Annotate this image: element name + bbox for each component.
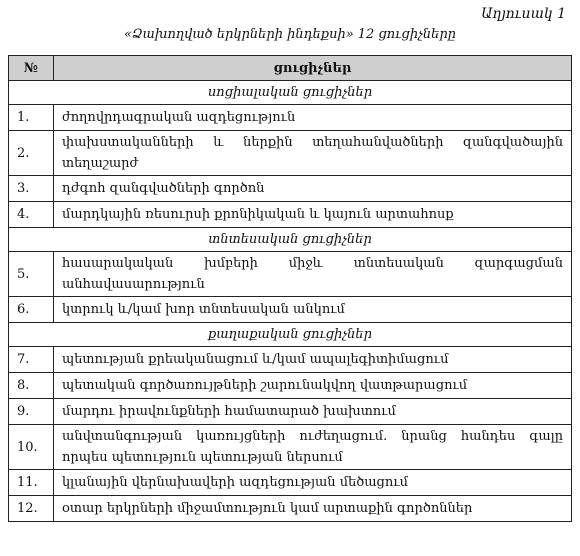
section-title: քաղաքական ցուցիչներ xyxy=(9,323,572,347)
table-row xyxy=(9,202,572,228)
column-header-indicators: ցուցիչներ xyxy=(54,56,572,81)
section-title: տնտեսական ցուցիչներ xyxy=(9,228,572,252)
table-row xyxy=(9,131,572,176)
table-caption: «Ձախողված երկրների ինդեքսի» 12 ցուցիչները xyxy=(124,27,456,42)
table-header-row xyxy=(9,56,572,81)
annex-label: Աղյուսակ 1 xyxy=(481,6,566,22)
section-title: սոցիալական ցուցիչներ xyxy=(9,81,572,105)
table-row xyxy=(9,425,572,470)
section-header-row xyxy=(9,228,572,252)
row-number: 3. xyxy=(9,176,54,202)
section-header-row xyxy=(9,81,572,105)
table-row xyxy=(9,297,572,323)
indicator-text: կտրուկ և/կամ խոր տնտեսական անկում xyxy=(54,297,572,323)
indicator-text: դժգոհ զանգվածների գործոն xyxy=(54,176,572,202)
indicator-text: հասարակական խմբերի միջև տնտեսական զարգացման անհավասարություն xyxy=(54,252,572,297)
table-row xyxy=(9,399,572,425)
table-row xyxy=(9,176,572,202)
row-number: 7. xyxy=(9,347,54,373)
row-number: 4. xyxy=(9,202,54,228)
indicator-text: փախստականների և ներքին տեղահանվածների զանգվածային տեղաշարժ xyxy=(54,131,572,176)
indicator-text: մարդկային ռեսուրսի քրոնիկական և կայուն արտահոսք xyxy=(54,202,572,228)
indicator-text: անվտանգության կառույցների ուժեղացում. նրանց հանդես գալը որպես պետություն պետության ներսում xyxy=(54,425,572,470)
row-number: 1. xyxy=(9,105,54,131)
row-number: 9. xyxy=(9,399,54,425)
row-number: 11. xyxy=(9,470,54,496)
section-header-row xyxy=(9,323,572,347)
table-row xyxy=(9,496,572,522)
indicator-text: պետական գործառույթների շարունակվող վատթարացում xyxy=(54,373,572,399)
indicator-text: պետության քրեականացում և/կամ ապալեգիտիմացում xyxy=(54,347,572,373)
table-row xyxy=(9,373,572,399)
table-row xyxy=(9,347,572,373)
indicator-text: օտար երկրների միջամտություն կամ արտաքին գործոններ xyxy=(54,496,572,522)
table-body xyxy=(9,81,572,522)
indicator-text: մարդու իրավունքների համատարած խախտում xyxy=(54,399,572,425)
row-number: 5. xyxy=(9,252,54,297)
row-number: 6. xyxy=(9,297,54,323)
column-header-number: № xyxy=(9,56,54,81)
indicator-text: ժողովրդագրական ազդեցություն xyxy=(54,105,572,131)
row-number: 12. xyxy=(9,496,54,522)
table-row xyxy=(9,252,572,297)
table-row xyxy=(9,105,572,131)
row-number: 10. xyxy=(9,425,54,470)
indicators-table xyxy=(8,55,572,522)
row-number: 8. xyxy=(9,373,54,399)
row-number: 2. xyxy=(9,131,54,176)
table-row xyxy=(9,470,572,496)
indicator-text: կլանային վերնախավերի ազդեցության մեծացում xyxy=(54,470,572,496)
